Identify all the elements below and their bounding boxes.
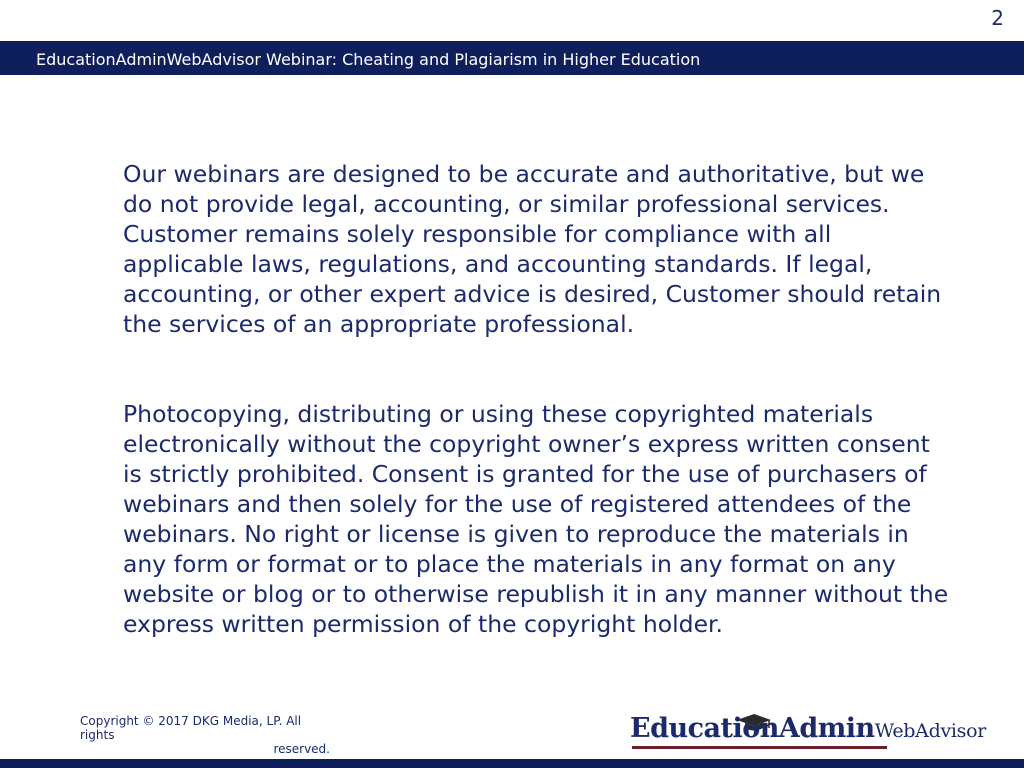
disclaimer-paragraph: Our webinars are designed to be accurate and authoritative, but we do not provide legal, accounting, or similar professional services. Customer remains solely responsible for compliance with all applicable laws, regulations, and accounting standards. If legal, accounting, or other expert advice is desired, Customer should retain the services of an appropriate professional.: [123, 160, 942, 338]
copyright-text: [80, 714, 330, 756]
header-title: EducationAdminWebAdvisor Webinar: Cheating and Plagiarism in Higher Education: [36, 50, 701, 69]
copyright-line-2: reserved.: [273, 742, 330, 756]
logo-main-text: EducationAdmin: [630, 713, 875, 744]
copyright-line-1: Copyright © 2017 DKG Media, LP. All rights: [80, 714, 302, 742]
page-number: 2: [991, 6, 1004, 30]
copyright-notice-paragraph: Photocopying, distributing or using these copyrighted materials electronically without the copyright owner’s express written consent is strictly prohibited. Consent is granted for the use of purchasers of webinars and then solely for the use of registered attendees of the webinars. No right or license is given to reproduce the materials in any form or format or to place the materials in any format on any website or blog or to otherwise republish it in any manner without the express written permission of the copyright holder.: [123, 400, 949, 638]
footer-bar: [0, 759, 1024, 768]
logo-sub-text: WebAdvisor: [874, 720, 987, 742]
header-bar: [0, 41, 1024, 75]
logo-underline: [632, 746, 887, 749]
educationadmin-webadvisor-logo: [630, 713, 1020, 753]
main-content: [123, 159, 953, 639]
